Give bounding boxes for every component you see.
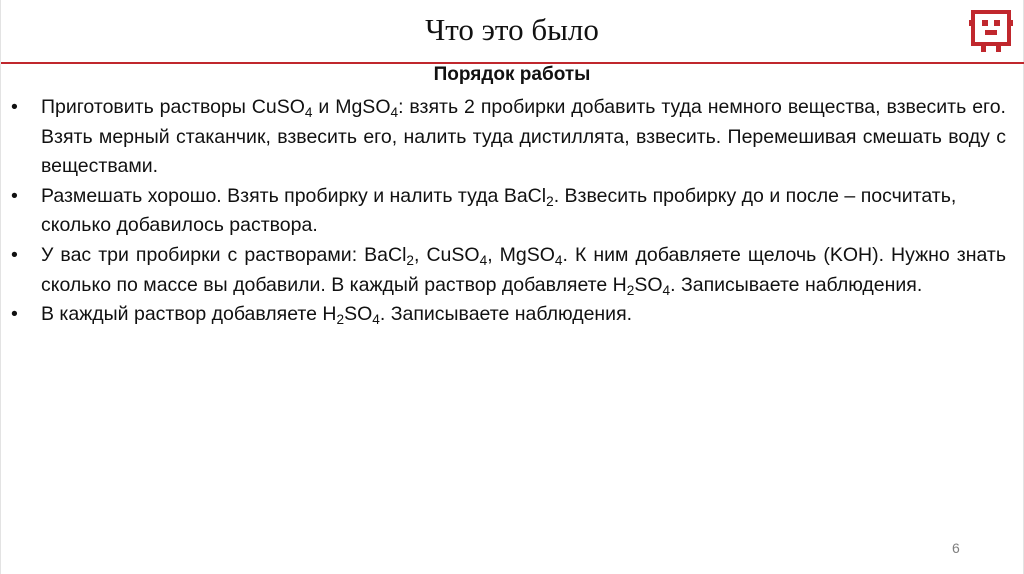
section-heading: Порядок работы [433, 64, 591, 85]
bullet: • [11, 303, 18, 326]
bullet: • [11, 96, 18, 118]
list-item: • Приготовить растворы CuSO$_4$ и MgSO$_4$: взять 2 пробирки добавить туда немного вещества, взвесить его. Взять мерный стаканчик, взвесить его, налить туда дистиллята, взвесить. Перемешивая смешать воду с веществами. [11, 93, 1006, 182]
bullet: • [11, 184, 18, 207]
robot-logo-icon [969, 8, 1013, 54]
list-item: • Размешать хорошо. Взять пробирку и налить туда BaCl$_2$. Взвесить пробирку до и после – посчитать, сколько добавилось раствора. [11, 182, 1006, 241]
list-item: • В каждый раствор добавляете $H_2SO_4$. Записываете наблюдения. [11, 300, 1006, 330]
slide-title: Что это было [425, 12, 599, 47]
instruction-list [11, 93, 1006, 330]
page-number: 6 [952, 540, 960, 556]
bullet: • [11, 243, 18, 266]
list-item: • У вас три пробирки с растворами: BaCl$_2$, CuSO$_4$, MgSO$_4$. К ним добавляете щелочь (KOH). Нужно знать сколько по массе вы добавили. В каждый раствор добавляете $H_2SO_4$. Записываете наблюдения. [11, 241, 1006, 300]
